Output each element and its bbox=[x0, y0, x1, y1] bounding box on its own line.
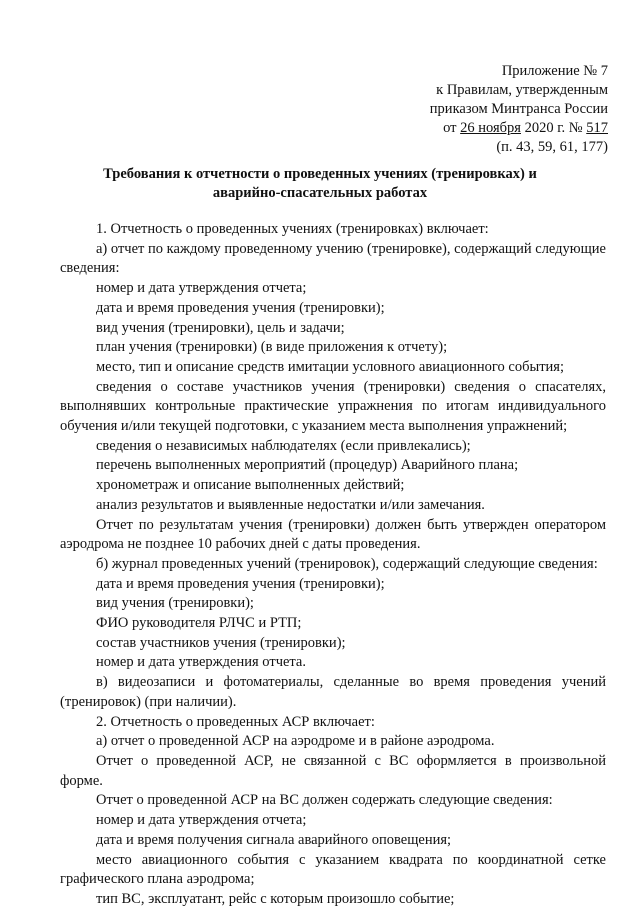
paragraph: анализ результатов и выявленные недостатки и/или замечания. bbox=[96, 496, 485, 513]
appendix-date-prefix: от bbox=[443, 120, 461, 136]
paragraph: дата и время проведения учения (тренировки); bbox=[96, 299, 385, 316]
paragraph: б) журнал проведенных учений (тренировок), содержащий следующие сведения: bbox=[96, 555, 598, 572]
paragraph: перечень выполненных мероприятий (процедур) Аварийного плана; bbox=[96, 457, 519, 474]
paragraph: Отчет о проведенной АСР, не связанной с ВС оформляется в произвольной форме. bbox=[60, 752, 606, 789]
paragraph: а) отчет по каждому проведенному учению (тренировке), содержащий следующие сведения: bbox=[60, 240, 606, 277]
document-body bbox=[60, 220, 606, 910]
paragraph: сведения о составе участников учения (тренировки) сведения о спасателях, выполнявших контрольные практические упражнения по итогам индивидуального обучения и/или текущей подготовки, с указанием места выполнения упражнений; bbox=[60, 378, 606, 435]
paragraph: сведения о независимых наблюдателях (если привлекались); bbox=[96, 437, 471, 454]
paragraph: номер и дата утверждения отчета; bbox=[96, 812, 307, 829]
appendix-line-5: (п. 43, 59, 61, 177) bbox=[496, 139, 608, 155]
appendix-order-number: 517 bbox=[586, 120, 608, 136]
paragraph: номер и дата утверждения отчета. bbox=[96, 654, 306, 671]
paragraph: план учения (тренировки) (в виде приложения к отчету); bbox=[96, 339, 448, 356]
appendix-line-4 bbox=[430, 119, 608, 138]
paragraph: ФИО руководителя РЛЧС и РТП; bbox=[96, 615, 302, 632]
paragraph: вид учения (тренировки), цель и задачи; bbox=[96, 319, 345, 336]
appendix-header bbox=[430, 62, 608, 157]
paragraph: место авиационного события с указанием квадрата по координатной сетке графического плана аэродрома; bbox=[60, 851, 606, 888]
title-line-1: Требования к отчетности о проведенных учениях (тренировках) и bbox=[103, 166, 537, 182]
appendix-line-3: приказом Минтранса России bbox=[429, 101, 608, 117]
paragraph: дата и время получения сигнала аварийного оповещения; bbox=[96, 831, 452, 848]
document-title bbox=[60, 165, 580, 203]
paragraph: Отчет о проведенной АСР на ВС должен содержать следующие сведения: bbox=[96, 792, 553, 809]
paragraph: Отчет по результатам учения (тренировки) должен быть утвержден оператором аэродрома не позднее 10 рабочих дней с даты проведения. bbox=[60, 516, 606, 553]
paragraph: место, тип и описание средств имитации условного авиационного события; bbox=[96, 358, 564, 375]
paragraph: номер и дата утверждения отчета; bbox=[96, 280, 307, 297]
appendix-year-number-label: 2020 г. № bbox=[520, 120, 587, 136]
paragraph: дата и время проведения учения (тренировки); bbox=[96, 575, 385, 592]
appendix-date: 26 ноября bbox=[460, 120, 521, 136]
paragraph: в) видеозаписи и фотоматериалы, сделанные во время проведения учений (тренировок) (при наличии). bbox=[60, 674, 606, 710]
appendix-line-1: Приложение № 7 bbox=[501, 63, 608, 79]
paragraph: тип ВС, эксплуатант, рейс с которым произошло событие; bbox=[96, 890, 455, 907]
paragraph: хронометраж и описание выполненных действий; bbox=[96, 477, 405, 494]
appendix-line-2: к Правилам, утвержденным bbox=[436, 82, 608, 98]
paragraph: а) отчет о проведенной АСР на аэродроме и в районе аэродрома. bbox=[96, 733, 495, 750]
paragraph: 2. Отчетность о проведенных АСР включает: bbox=[96, 713, 375, 730]
paragraph: 1. Отчетность о проведенных учениях (тренировках) включает: bbox=[96, 221, 489, 237]
title-line-2: аварийно-спасательных работах bbox=[212, 185, 428, 201]
paragraph: вид учения (тренировки); bbox=[96, 595, 254, 612]
paragraph: состав участников учения (тренировки); bbox=[96, 634, 346, 651]
